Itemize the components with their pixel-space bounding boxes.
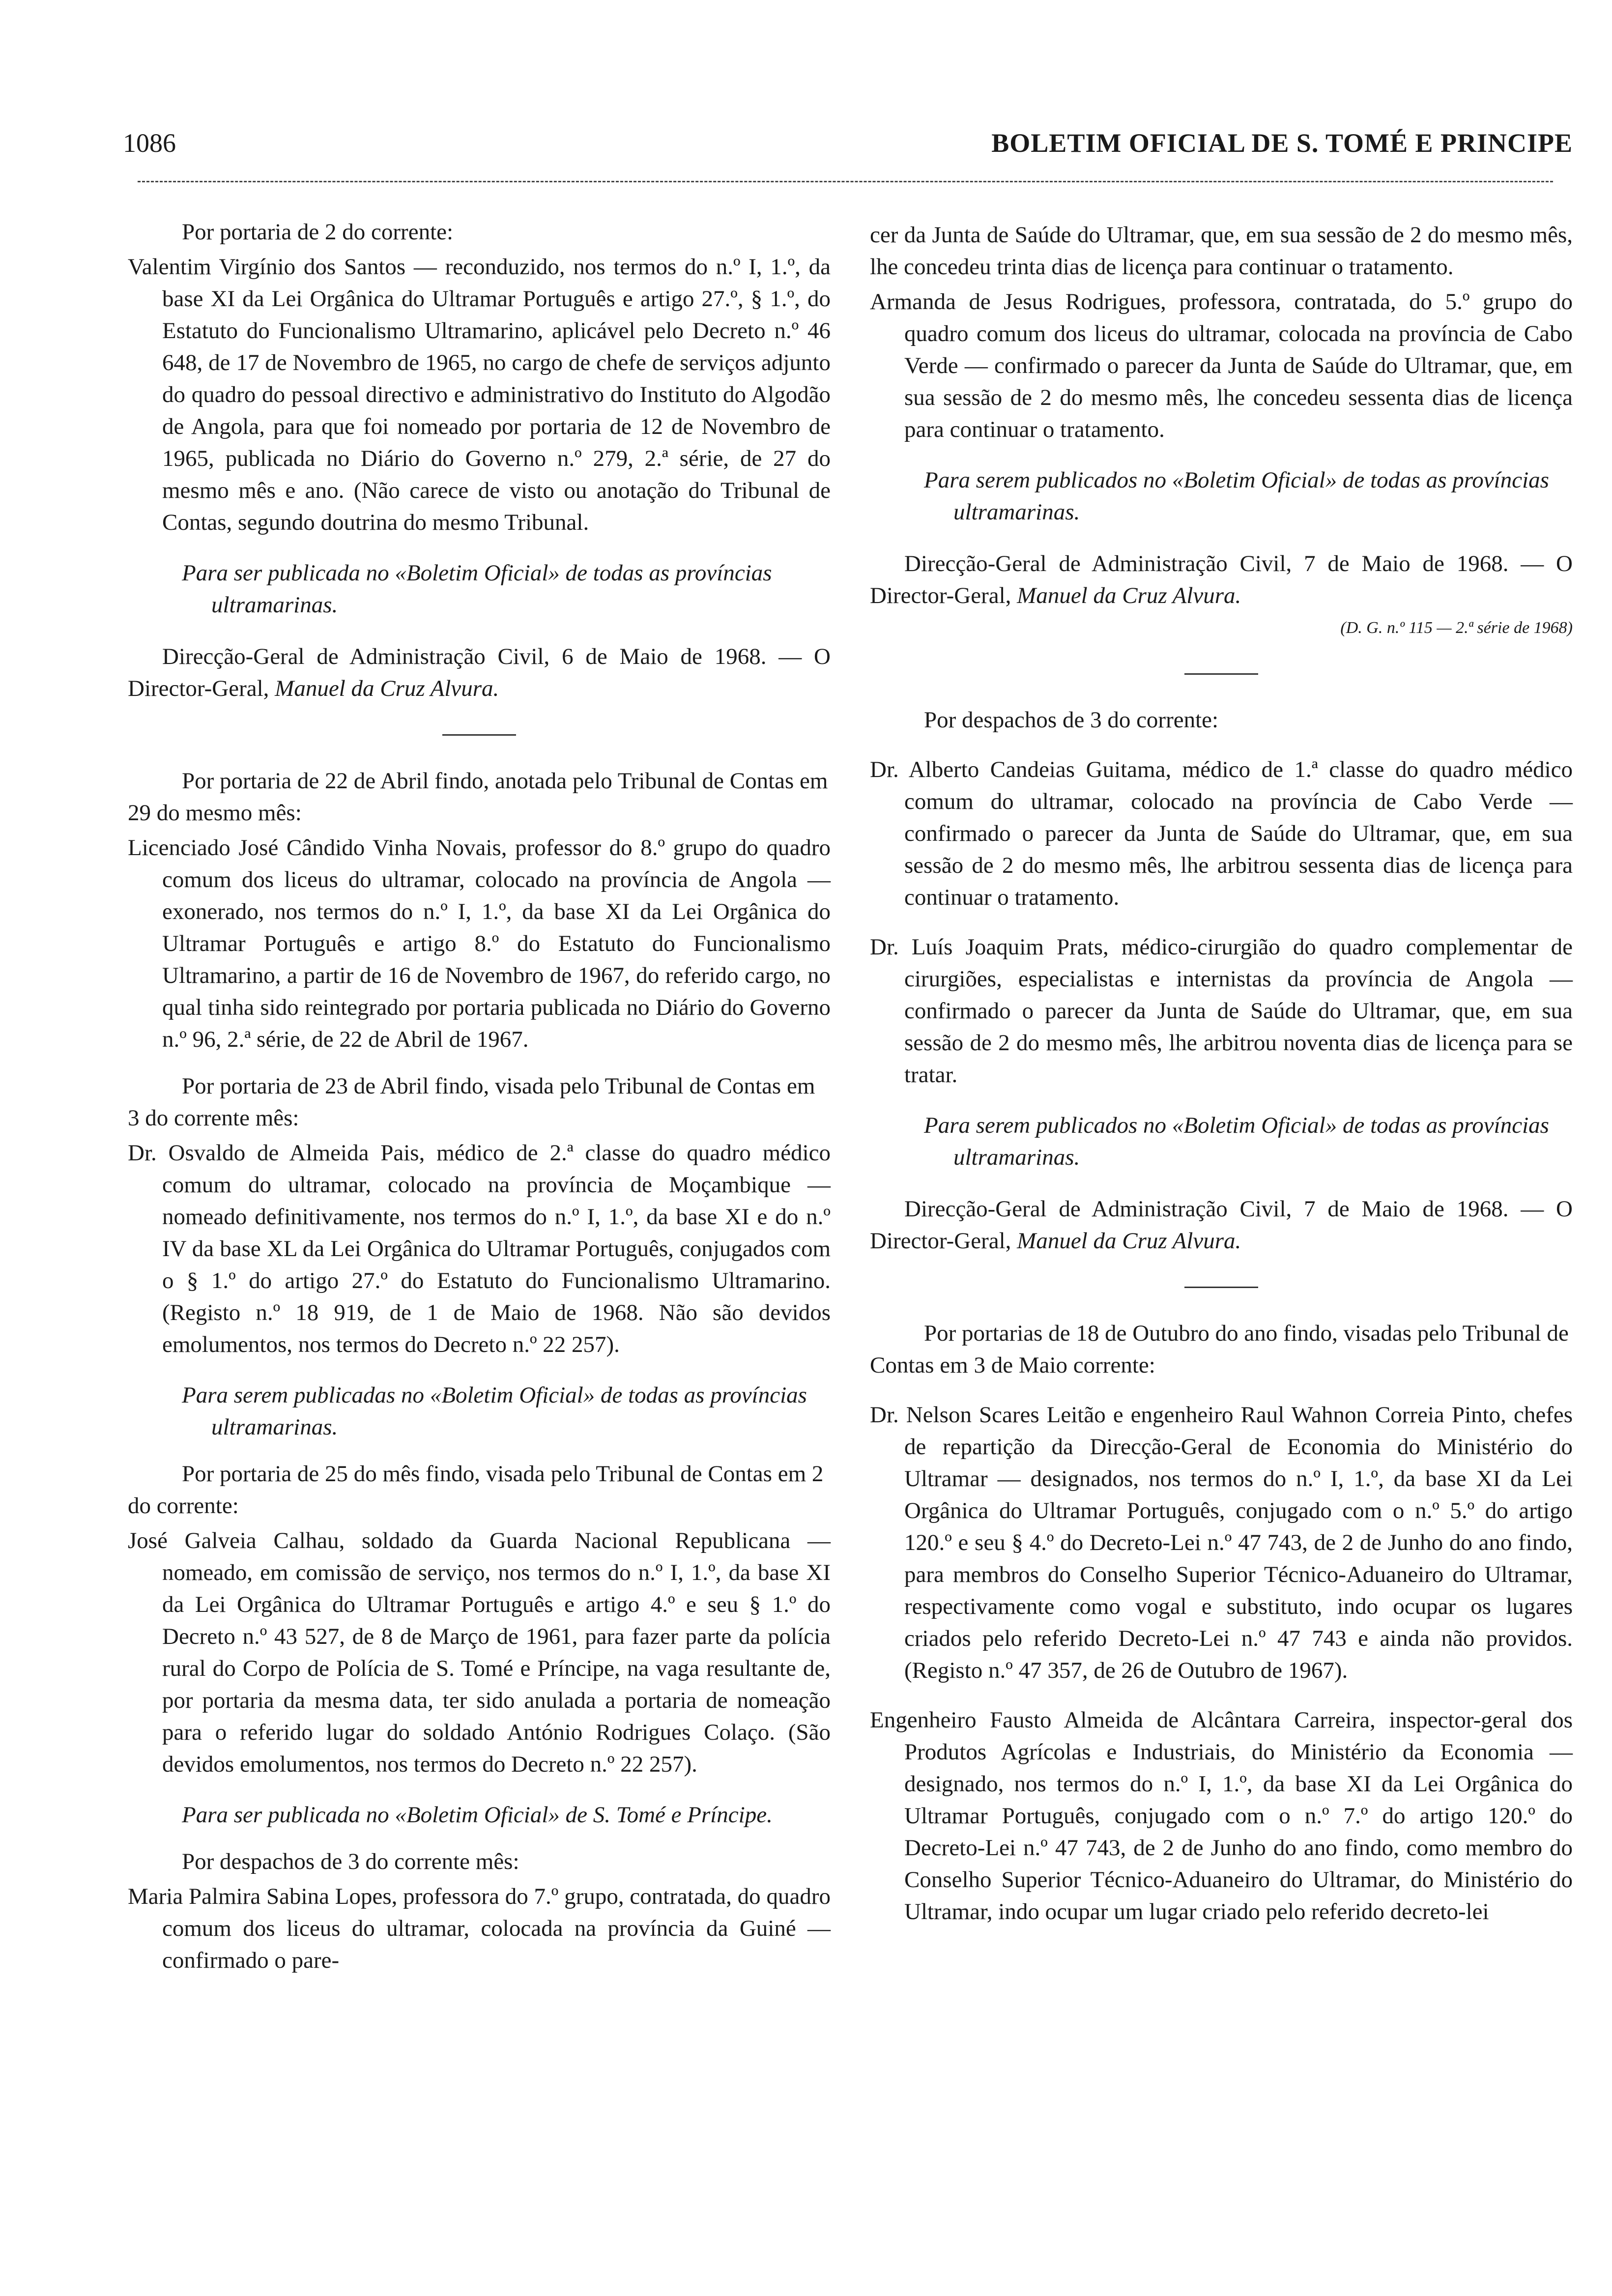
section-intro: Por despachos de 3 do corrente:: [924, 707, 1219, 733]
section-separator: [1184, 1287, 1258, 1288]
appointment-entry: Licenciado José Cândido Vinha Novais, professor do 8.º grupo do quadro comum dos liceus do ultramar, colocado na província de Angola — exonerado, nos termos do n.º I, 1.º, da base XI da Lei Orgânica do Ultramar Português e artigo 8.º do Estatuto do Funcionalismo Ultramarino, a partir de 16 de Novembro de 1967, do referido cargo, no qual tinha sido reintegrado por portaria publicada no Diário do Governo n.º 96, 2.ª série, de 22 de Abril de 1967.: [128, 835, 831, 1052]
signature-line: [870, 548, 1573, 612]
section-intro: Por portaria de 2 do corrente:: [182, 219, 454, 245]
signatory-name: Manuel da Cruz Alvura.: [1017, 1228, 1241, 1254]
right-column: [870, 216, 1573, 1928]
section-intro: Por portaria de 22 de Abril findo, anotada pelo Tribunal de Contas em 29 do mesmo mês:: [128, 768, 828, 826]
signature-line: [128, 641, 831, 705]
publication-note: Para serem publicados no «Boletim Oficial» de todas as províncias ultramarinas.: [924, 467, 1549, 525]
signature-text: Direcção-Geral de Administração Civil, 7 de Maio de 1968. — O Director-Geral,: [870, 1196, 1573, 1254]
appointment-entry: Dr. Alberto Candeias Guitama, médico de 1.ª classe do quadro médico comum do ultramar, colocado na província de Cabo Verde — confirmado o parecer da Junta de Saúde do Ultramar, que, em sua sessão de 2 do mesmo mês, lhe arbitrou sessenta dias de licença para continuar o tratamento.: [870, 757, 1573, 910]
section-separator: [442, 734, 516, 736]
section-intro: Por despachos de 3 do corrente mês:: [182, 1849, 519, 1874]
appointment-entry: Dr. Osvaldo de Almeida Pais, médico de 2.ª classe do quadro médico comum do ultramar, colocado na província de Moçambique — nomeado definitivamente, nos termos do n.º I, 1.º, da base XI e do n.º IV da base XL da Lei Orgânica do Ultramar Português, conjugados com o § 1.º do artigo 27.º do Estatuto do Funcionalismo Ultramarino. (Registo n.º 18 919, de 1 de Maio de 1968. Não são devidos emolumentos, nos termos do Decreto n.º 22 257).: [128, 1140, 831, 1357]
appointment-entry: Dr. Nelson Scares Leitão e engenheiro Raul Wahnon Correia Pinto, chefes de repartição da Direcção-Geral de Economia do Ministério do Ultramar — designados, nos termos do n.º I, 1.º, da base XI da Lei Orgânica do Ultramar Português, conjugado com o n.º 5.º do artigo 120.º e seu § 4.º do Decreto-Lei n.º 47 743, de 2 de Junho do ano findo, para membros do Conselho Superior Técnico-Aduaneiro do Ultramar, respectivamente como vogal e substituto, indo ocupar os lugares criados pelo referido Decreto-Lei n.º 47 743 e ainda não providos. (Registo n.º 47 357, de 26 de Outubro de 1967).: [870, 1402, 1573, 1683]
appointment-entry: José Galveia Calhau, soldado da Guarda Nacional Republicana — nomeado, em comissão de serviço, nos termos do n.º I, 1.º, da base XI da Lei Orgânica do Ultramar Português e artigo 4.º e seu § 1.º do Decreto n.º 43 527, de 8 de Março de 1961, para fazer parte da polícia rural do Corpo de Polícia de S. Tomé e Príncipe, na vaga resultante de, por portaria da mesma data, ter sido anulada a portaria de nomeação para o referido lugar do soldado António Rodrigues Colaço. (São devidos emolumentos, nos termos do Decreto n.º 22 257).: [128, 1528, 831, 1777]
appointment-entry: Valentim Virgínio dos Santos — reconduzido, nos termos do n.º I, 1.º, da base XI da Lei Orgânica do Ultramar Português e artigo 27.º, § 1.º, do Estatuto do Funcionalismo Ultramarino, aplicável pelo Decreto n.º 46 648, de 17 de Novembro de 1965, no cargo de chefe de serviços adjunto do quadro do pessoal directivo e administrativo do Instituto do Algodão de Angola, para que foi nomeado por portaria de 12 de Novembro de 1965, publicada no Diário do Governo n.º 279, 2.ª série, de 27 do mesmo mês e ano. (Não carece de visto ou anotação do Tribunal de Contas, segundo doutrina do mesmo Tribunal.: [128, 254, 831, 535]
appointment-entry: Engenheiro Fausto Almeida de Alcântara Carreira, inspector-geral dos Produtos Agrícolas e Industriais, do Ministério da Economia — designado, nos termos do n.º I, 1.º, da base XI da Lei Orgânica do Ultramar Português, conjugado com o n.º 7.º do artigo 120.º do Decreto-Lei n.º 47 743, de 2 de Junho do ano findo, como membro do Conselho Superior Técnico-Aduaneiro do Ultramar, do Ministério do Ultramar, indo ocupar um lugar criado pelo referido decreto-lei: [870, 1707, 1573, 1924]
header-divider: [138, 181, 1553, 182]
appointment-entry: Maria Palmira Sabina Lopes, professora do 7.º grupo, contratada, do quadro comum dos liceus do ultramar, colocada na província da Guiné — confirmado o pare-: [128, 1884, 831, 1973]
signature-text: Direcção-Geral de Administração Civil, 6 de Maio de 1968. — O Director-Geral,: [128, 644, 831, 701]
signature-text: Direcção-Geral de Administração Civil, 7 de Maio de 1968. — O Director-Geral,: [870, 551, 1573, 608]
section-intro: Por portaria de 25 do mês findo, visada pelo Tribunal de Contas em 2 do corrente:: [128, 1461, 824, 1519]
entry-continuation: cer da Junta de Saúde do Ultramar, que, em sua sessão de 2 do mesmo mês, lhe concedeu trinta dias de licença para continuar o tratamento.: [870, 222, 1573, 280]
diario-reference: (D. G. n.º 115 — 2.ª série de 1968): [1340, 619, 1573, 637]
appointment-entry: Dr. Luís Joaquim Prats, médico-cirurgião do quadro complementar de cirurgiões, especialistas e internistas da província de Angola — confirmado o parecer da Junta de Saúde do Ultramar, que, em sua sessão de 2 do mesmo mês, lhe arbitrou noventa dias de licença para se tratar.: [870, 934, 1573, 1088]
page-number: 1086: [123, 128, 176, 158]
left-column: [128, 216, 831, 1977]
publication-note: Para serem publicados no «Boletim Oficial» de todas as províncias ultramarinas.: [924, 1113, 1549, 1170]
signatory-name: Manuel da Cruz Alvura.: [275, 676, 499, 701]
publication-note: Para ser publicada no «Boletim Oficial» de S. Tomé e Príncipe.: [182, 1802, 773, 1828]
signature-line: [870, 1193, 1573, 1257]
publication-note: Para serem publicadas no «Boletim Oficial» de todas as províncias ultramarinas.: [182, 1382, 807, 1440]
appointment-entry: Armanda de Jesus Rodrigues, professora, contratada, do 5.º grupo do quadro comum dos liceus do ultramar, colocada na província de Cabo Verde — confirmado o parecer da Junta de Saúde do Ultramar, que, em sua sessão de 2 do mesmo mês, lhe concedeu sessenta dias de licença para continuar o tratamento.: [870, 289, 1573, 442]
signatory-name: Manuel da Cruz Alvura.: [1017, 583, 1241, 608]
section-intro: Por portaria de 23 de Abril findo, visada pelo Tribunal de Contas em 3 do corrente mês:: [128, 1073, 815, 1131]
page-header: [123, 123, 1573, 167]
section-intro: Por portarias de 18 de Outubro do ano findo, visadas pelo Tribunal de Contas em 3 de Maio corrente:: [870, 1320, 1569, 1378]
section-separator: [1184, 673, 1258, 675]
publication-note: Para ser publicada no «Boletim Oficial» de todas as províncias ultramarinas.: [182, 560, 772, 618]
journal-title: BOLETIM OFICIAL DE S. TOMÉ E PRINCIPE: [991, 128, 1573, 158]
